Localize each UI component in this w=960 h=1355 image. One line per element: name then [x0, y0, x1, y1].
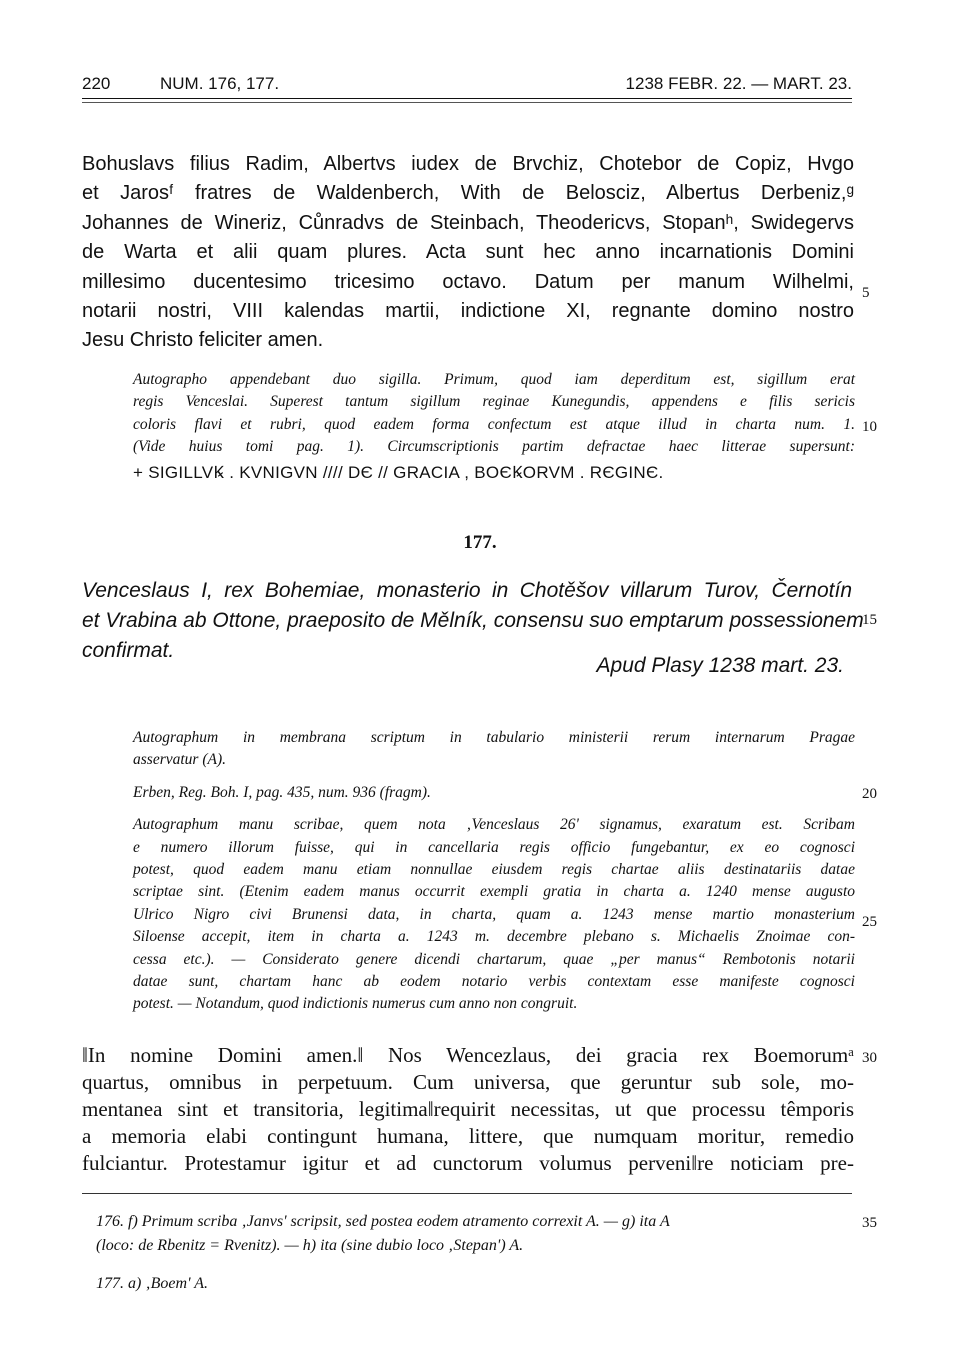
place-date: Apud Plasy 1238 mart. 23.	[596, 654, 844, 677]
note-line: potest, quod eadem manu etiam nonnullae eiusdem regis chartae aliis destinatariis datae	[133, 861, 855, 879]
note-line: scriptae sint. (Etenim eadem manus occurrit exempli gratia in charta a. 1240 mense augusto	[133, 883, 855, 901]
regest-line: Venceslaus I, rex Bohemiae, monasterio in Chotěšov villarum Turov, Černotín	[82, 579, 852, 602]
regest-line: confirmat.	[82, 639, 175, 662]
line-number: 30	[862, 1050, 877, 1066]
note-line: coloris flavi et rubri, quod eadem forma confectum est atque illud in charta num. 1.	[133, 415, 855, 433]
text-line: Johannes de Wineriz, Cůnradvs de Steinbach, Theodericvs, Stopanʰ, Swidegervs	[82, 211, 854, 234]
document-numbers: NUM. 176, 177.	[160, 74, 280, 93]
footnote-177: 177. a) ‚Boem' A.	[96, 1275, 208, 1292]
line-number: 20	[862, 786, 877, 802]
text-line: a memoria elabi contingunt humana, littere, que numquam moritur, remedio	[82, 1124, 854, 1148]
text-line: de Warta et alii quam plures. Acta sunt hec anno incarnationis Domini	[82, 241, 854, 264]
footnote-176-a: 176. f) Primum scriba ‚Janvs' scripsit, sed postea eodem atramento correxit A. — g) ita A	[96, 1213, 670, 1230]
note-line: (Vide huius tomi pag. 1). Circumscriptionis partim defractae haec litterae supersunt:	[133, 438, 855, 456]
line-number: 15	[862, 612, 877, 628]
text-line: millesimo ducentesimo tricesimo octavo. Datum per manum Wilhelmi,	[82, 270, 854, 293]
header-rule	[82, 98, 852, 99]
note-line: Ulrico Nigro civi Brunensi data, in charta, quam a. 1243 mense martio monasterium	[133, 905, 855, 923]
note-line: datae sunt, chartam hanc ab eodem notario verbis contextam esse manifeste cognosci	[133, 973, 855, 991]
line-number: 35	[862, 1215, 877, 1231]
note-line: regis Venceslai. Superest tantum sigillum reginae Kunegundis, appendens e filis sericis	[133, 393, 855, 411]
charter-176-text	[82, 150, 854, 356]
note-line: Autographum manu scribae, quem nota ‚Venceslaus 26' signamus, exaratum est. Scribam	[133, 816, 855, 834]
footnote-176-b: (loco: de Rbenitz = Rvenitz). — h) ita (sine dubio loco ‚Stepan') A.	[96, 1237, 524, 1254]
note-line: Autographum in membrana scriptum in tabulario ministerii rerum internarum Pragae	[133, 729, 855, 746]
line-number: 5	[862, 285, 870, 301]
text-line: Jesu Christo feliciter amen.	[82, 329, 324, 352]
regest	[82, 576, 864, 666]
regest-line: et Vrabina ab Ottone, praeposito de Mělník, consensu suo emptarum possessionem	[82, 609, 864, 632]
header-rule-thin	[82, 102, 852, 103]
footnote-rule	[82, 1193, 852, 1194]
note-line: e numero illorum fuisse, qui in cancellaria regis officio fungebantur, ex eo cognosci	[133, 838, 855, 856]
archival-note-177	[133, 727, 855, 1016]
text-line: mentanea sint et transitoria, legitima‖requirit necessitas, ut que processu têmporis	[82, 1097, 854, 1121]
charter-177-text	[82, 1042, 854, 1177]
note-line: potest. — Notandum, quod indictionis numerus cum anno non congruit.	[133, 995, 578, 1013]
text-line: Bohuslavs filius Radim, Albertvs iudex de Brvchiz, Chotebor de Copiz, Hvgo	[82, 153, 854, 175]
text-line: et Jarosᶠ fratres de Waldenberch, With de Belosciz, Albertus Derbeniz,ᵍ	[82, 182, 854, 205]
note-line: asservatur (A).	[133, 751, 226, 769]
page-number: 220	[82, 74, 111, 93]
seal-legend: + SIGILLVꝂ . KVNIGVN //// DЄ // GRACIA , BOЄꝂORVM . RЄGINЄ.	[133, 463, 664, 482]
note-line: Siloense accepit, item in charta a. 1243 m. decembre plebano s. Michaelis Znoimae con-	[133, 928, 855, 946]
date-range: 1238 FEBR. 22. — MART. 23.	[625, 74, 852, 93]
note-line: cessa etc.). — Considerato genere dicendi chartarum, quae „per manus“ Rembotonis notarii	[133, 950, 855, 968]
bibliography-line: Erben, Reg. Boh. I, pag. 435, num. 936 (fragm).	[133, 783, 431, 801]
running-header	[82, 74, 852, 96]
seal-note-176	[133, 369, 855, 459]
document-number: 177.	[463, 532, 497, 553]
line-number: 25	[862, 914, 877, 930]
text-line: quartus, omnibus in perpetuum. Cum universa, que geruntur sub sole, mo-	[82, 1070, 854, 1094]
text-line: ‖In nomine Domini amen.‖ Nos Wencezlaus, dei gracia rex Boemorumᵃ	[82, 1043, 854, 1067]
line-number: 10	[862, 419, 877, 435]
text-line: fulciantur. Protestamur igitur et ad cunctorum volumus perveni‖re noticiam pre-	[82, 1151, 854, 1175]
note-line: Autographo appendebant duo sigilla. Primum, quod iam deperditum est, sigillum erat	[133, 371, 855, 388]
text-line: notarii nostri, VIII kalendas martii, indictione XI, regnante domino nostro	[82, 300, 854, 323]
